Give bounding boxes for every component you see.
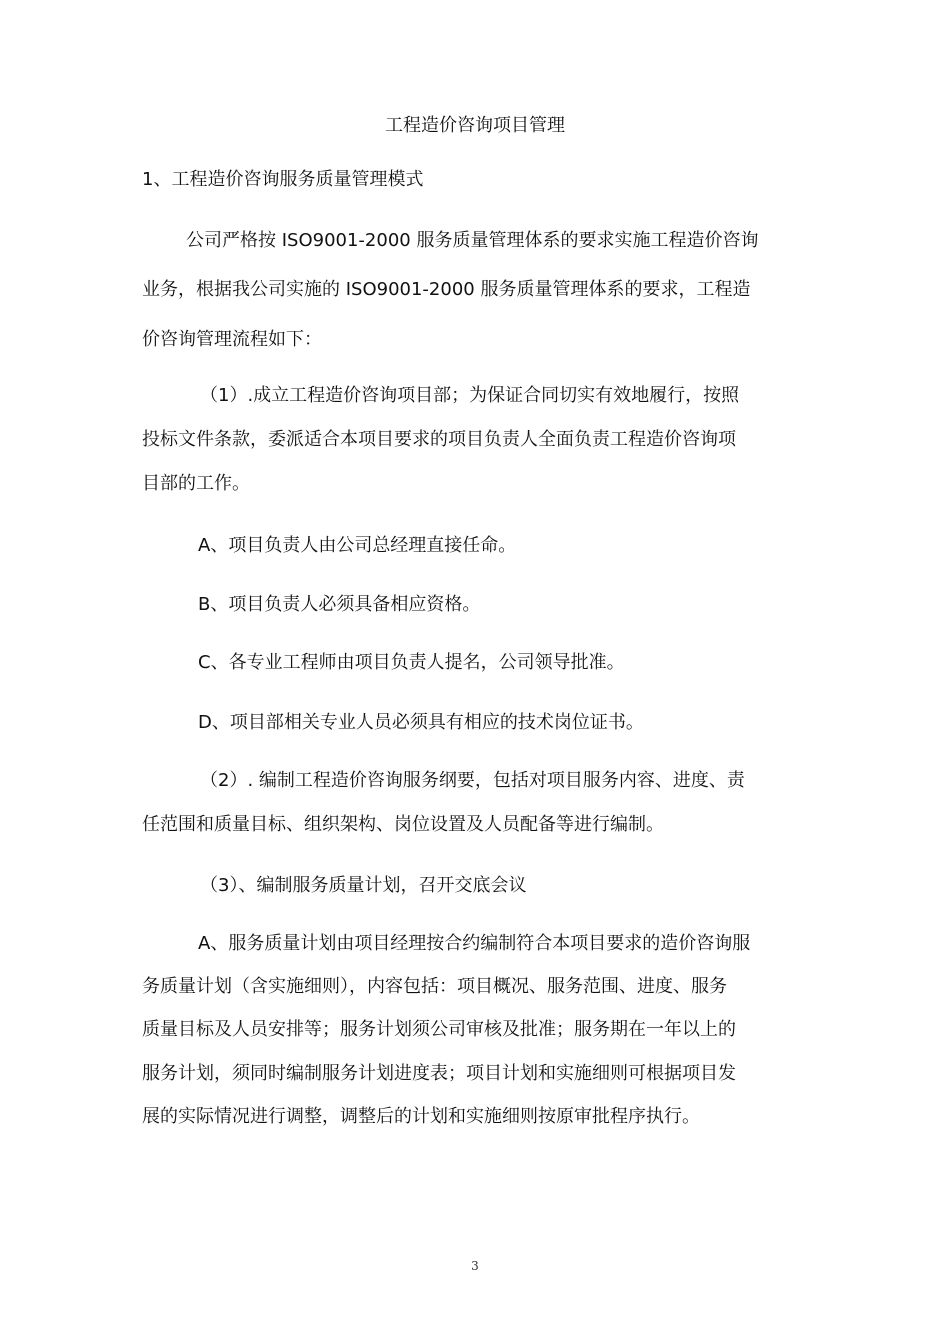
list-item-line: 目部的工作。 [142,473,250,494]
section-heading: 1、工程造价咨询服务质量管理模式 [142,169,424,190]
paragraph-line: 务质量计划（含实施细则），内容包括：项目概况、服务范围、进度、服务 [142,976,727,997]
list-item-line: （2）. 编制工程造价咨询服务纲要，包括对项目服务内容、进度、责 [200,770,745,791]
sub-item: B、项目负责人必须具备相应资格。 [198,594,481,615]
sub-item: D、项目部相关专业人员必须具有相应的技术岗位证书。 [198,712,644,733]
page-number: 3 [471,1259,479,1273]
list-item-line: 投标文件条款，委派适合本项目要求的项目负责人全面负责工程造价咨询项 [142,429,736,450]
list-item-line: 任范围和质量目标、组织架构、岗位设置及人员配备等进行编制。 [142,814,664,835]
paragraph-line: 业务，根据我公司实施的 ISO9001-2000 服务质量管理体系的要求，工程造 [142,279,751,300]
paragraph-line: 价咨询管理流程如下： [142,329,322,350]
paragraph-line: 公司严格按 ISO9001-2000 服务质量管理体系的要求实施工程造价咨询 [186,230,759,251]
document-title: 工程造价咨询项目管理 [385,115,565,136]
paragraph-line: A、服务质量计划由项目经理按合约编制符合本项目要求的造价咨询服 [198,933,751,954]
paragraph-line: 展的实际情况进行调整，调整后的计划和实施细则按原审批程序执行。 [142,1106,700,1127]
sub-item: C、各专业工程师由项目负责人提名，公司领导批准。 [198,652,625,673]
sub-item: A、项目负责人由公司总经理直接任命。 [198,535,517,556]
paragraph-line: 服务计划，须同时编制服务计划进度表；项目计划和实施细则可根据项目发 [142,1063,736,1084]
paragraph-line: 质量目标及人员安排等；服务计划须公司审核及批准；服务期在一年以上的 [142,1019,736,1040]
list-item-heading: （3）、编制服务质量计划，召开交底会议 [200,875,527,896]
list-item-line: （1）.成立工程造价咨询项目部；为保证合同切实有效地履行，按照 [200,385,740,406]
